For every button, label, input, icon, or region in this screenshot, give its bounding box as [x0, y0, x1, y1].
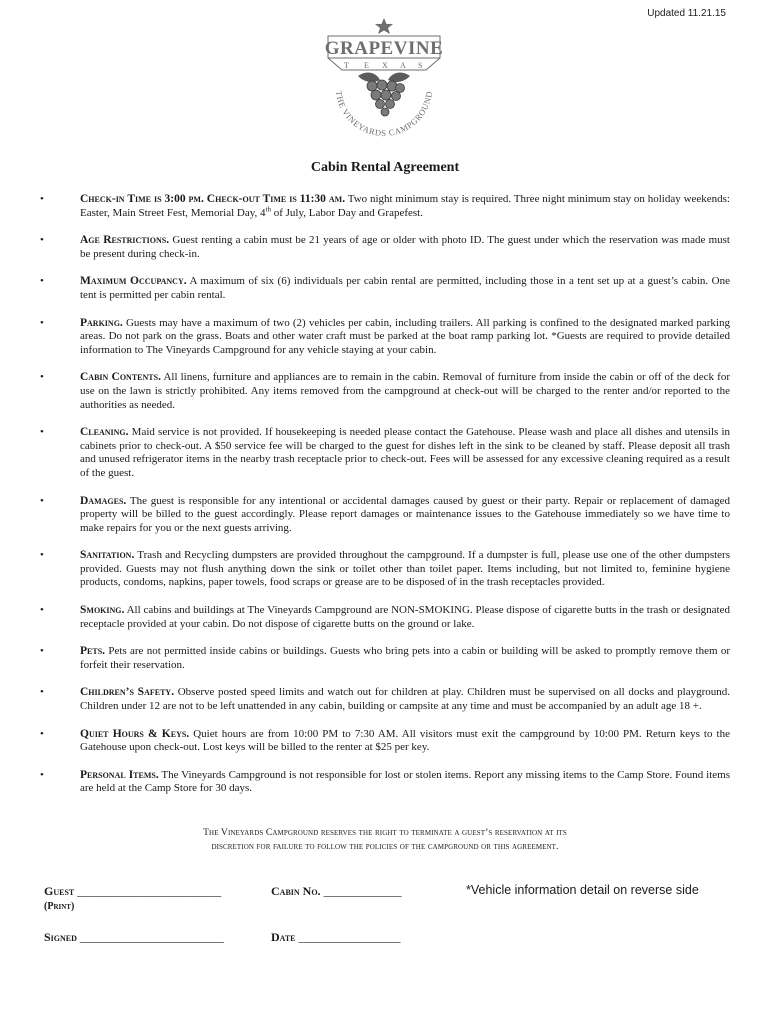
item-heading: Cleaning. — [80, 426, 129, 439]
cabin-number-field[interactable] — [271, 884, 402, 899]
logo-state-letter: E — [364, 61, 369, 70]
list-item — [40, 193, 730, 220]
guest-input-line[interactable]: ________________________ — [77, 884, 222, 898]
reservation-notice-line: The Vineyards Campground reserves the right to terminate a guest’s reservation at its — [203, 827, 567, 838]
logo-name: GRAPEVINE — [324, 38, 444, 59]
list-item — [40, 728, 730, 755]
item-text: Guest renting a cabin must be 21 years of age or older with photo ID. The guest under which the reservation was made must be present during check-in. — [80, 234, 730, 260]
cabin-number-label: Cabin No. — [271, 884, 321, 898]
guest-field[interactable] — [44, 884, 221, 899]
logo-state-letter: A — [400, 61, 406, 70]
cabin-number-input-line[interactable]: _____________ — [323, 884, 402, 898]
signed-field[interactable] — [44, 930, 224, 945]
item-text: Quiet hours are from 10:00 PM to 7:30 AM. All visitors must exit the campground by 10:00 PM. Return keys to the Gatehouse upon check-out. Lost keys will be billed to the renter at $25 per key. — [80, 727, 730, 754]
list-item — [40, 275, 730, 302]
item-heading: Pets. — [80, 645, 106, 658]
item-heading: Check-in Time is 3:00 pm. Check-out Time is 11:30 am. — [80, 193, 346, 205]
item-heading: Maximum Occupancy. — [80, 275, 187, 288]
item-text: A maximum of six (6) individuals per cabin rental are permitted, including those in a tent set up at a guest’s cabin. One tent is permitted per cabin rental. — [80, 275, 730, 301]
item-heading: Quiet Hours & Keys. — [80, 727, 190, 740]
bullet-icon: • — [40, 645, 44, 658]
item-heading: Sanitation. — [80, 549, 135, 562]
item-heading: Age Restrictions. — [80, 234, 170, 247]
list-item — [40, 604, 730, 631]
grapevine-logo — [314, 16, 454, 156]
print-label: (Print) — [44, 901, 75, 912]
bullet-icon: • — [40, 193, 44, 205]
bullet-icon: • — [40, 234, 44, 247]
list-item — [40, 686, 730, 713]
list-item — [40, 769, 730, 796]
item-text: Trash and Recycling dumpsters are provided throughout the campground. If a dumpster is full, please use one of the other dumpsters provided. Guests may not flush anything down the sink or toilet other than toilet paper. Items including, but not limited to, feminine hygiene products, condoms, napkins, paper towels, food scraps or grease are to be disposed of in the trash receptacles provided. — [80, 549, 730, 589]
item-heading: Smoking. — [80, 604, 125, 617]
bullet-icon: • — [40, 549, 44, 562]
item-heading: Cabin Contents. — [80, 371, 161, 384]
item-text: The guest is responsible for any intentional or accidental damages caused by guest or their party. Repair or replacement of damaged property will be billed to the guest accordingly. Please report damages or maintenance issues to the Gatehouse immediately so we have time to make repairs for you or the next guests arriving. — [80, 494, 730, 534]
item-heading: Damages. — [80, 494, 127, 507]
list-item — [40, 371, 730, 412]
list-item — [40, 645, 730, 672]
date-field[interactable] — [271, 930, 401, 945]
bullet-icon: • — [40, 426, 44, 439]
guest-label: Guest — [44, 884, 75, 898]
item-text: Maid service is not provided. If housekeeping is needed please contact the Gatehouse. Please wash and place all dishes and utensils in cabinets prior to check-out. A $50 service fee will be charged to the guest for dishes left in the sink to be cleaned by staff. Please deposit all trash and unused refrigerator items in the nearby trash receptacle prior to check-out. Fees will be assessed for any excessive cleaning required as a result of the guest. — [80, 426, 730, 479]
bullet-icon: • — [40, 316, 44, 329]
item-text: All linens, furniture and appliances are to remain in the cabin. Removal of furniture from inside the cabin or off of the deck for use on the lawn is strictly prohibited. Any items removed from the campground at check-out will be charged to the renter and/or reported to the authorities as needed. — [80, 371, 730, 411]
bullet-icon: • — [40, 727, 44, 740]
item-text: Observe posted speed limits and watch out for children at play. Children must be supervised on all docks and playground. Children under 12 are not to be left unattended in any cabin, building or campsite at any time and must be accompanied by an adult age 18 +. — [80, 686, 730, 713]
list-item — [40, 495, 730, 536]
logo-state-letter: S — [418, 61, 423, 70]
item-sup: th — [265, 204, 271, 213]
vehicle-note: *Vehicle information detail on reverse side — [466, 883, 699, 897]
reservation-notice-line: discretion for failure to follow the policies of the campground or this agreement. — [211, 841, 559, 852]
signature-input-line[interactable]: ________________________ — [79, 930, 224, 944]
item-text: Pets are not permitted inside cabins or buildings. Guests who bring pets into a cabin or building will be asked to promptly remove them or forfeit their reservation. — [80, 645, 730, 671]
bullet-icon: • — [40, 768, 44, 781]
signed-label: Signed — [44, 930, 77, 944]
bullet-icon: • — [40, 371, 44, 384]
grapes-icon — [367, 80, 405, 116]
date-label: Date — [271, 930, 296, 944]
date-input-line[interactable]: _________________ — [298, 930, 401, 944]
rules-list — [40, 193, 730, 796]
list-item — [40, 234, 730, 261]
bullet-icon: • — [40, 275, 44, 288]
item-text: The Vineyards Campground is not responsible for lost or stolen items. Report any missing items to the Camp Store. Found items are held at the Camp Store for 30 days. — [80, 768, 730, 795]
item-text: Guests may have a maximum of two (2) vehicles per cabin, including trailers. All parking is confined to the designated marked parking areas. Do not park on the grass. Boats and other water craft must be parked at the boat ramp parking lot. *Guests are required to provide detailed information to The Vineyards Campground for any vehicle staying at your cabin. — [80, 316, 730, 356]
page-title: Cabin Rental Agreement — [310, 160, 460, 175]
item-text: Two night minimum stay is required. Three night minimum stay on holiday weekends: Easter, Main Street Fest, Memorial Day, 4 — [80, 193, 730, 219]
item-text: All cabins and buildings at The Vineyards Campground are NON-SMOKING. Please dispose of cigarette butts in the trash or designated receptacle provided at your cabin. Do not dispose of cigarette butts on the ground or lake. — [80, 604, 730, 630]
list-item — [40, 549, 730, 590]
reservation-notice — [0, 826, 770, 854]
list-item — [40, 317, 730, 358]
logo-state-letter: T — [344, 61, 349, 70]
item-text-end: of July, Labor Day and Grapefest. — [270, 206, 423, 219]
list-item — [40, 426, 730, 480]
item-heading: Children’s Safety. — [80, 686, 175, 699]
star-icon — [375, 18, 393, 34]
item-heading: Parking. — [80, 316, 123, 329]
logo-state-letter: X — [382, 61, 388, 70]
updated-date: Updated 11.21.15 — [647, 8, 726, 19]
logo-arc-text: THE VINEYARDS CAMPGROUND — [334, 90, 434, 139]
bullet-icon: • — [40, 686, 44, 699]
bullet-icon: • — [40, 494, 44, 507]
bullet-icon: • — [40, 604, 44, 617]
item-heading: Personal Items. — [80, 768, 159, 781]
